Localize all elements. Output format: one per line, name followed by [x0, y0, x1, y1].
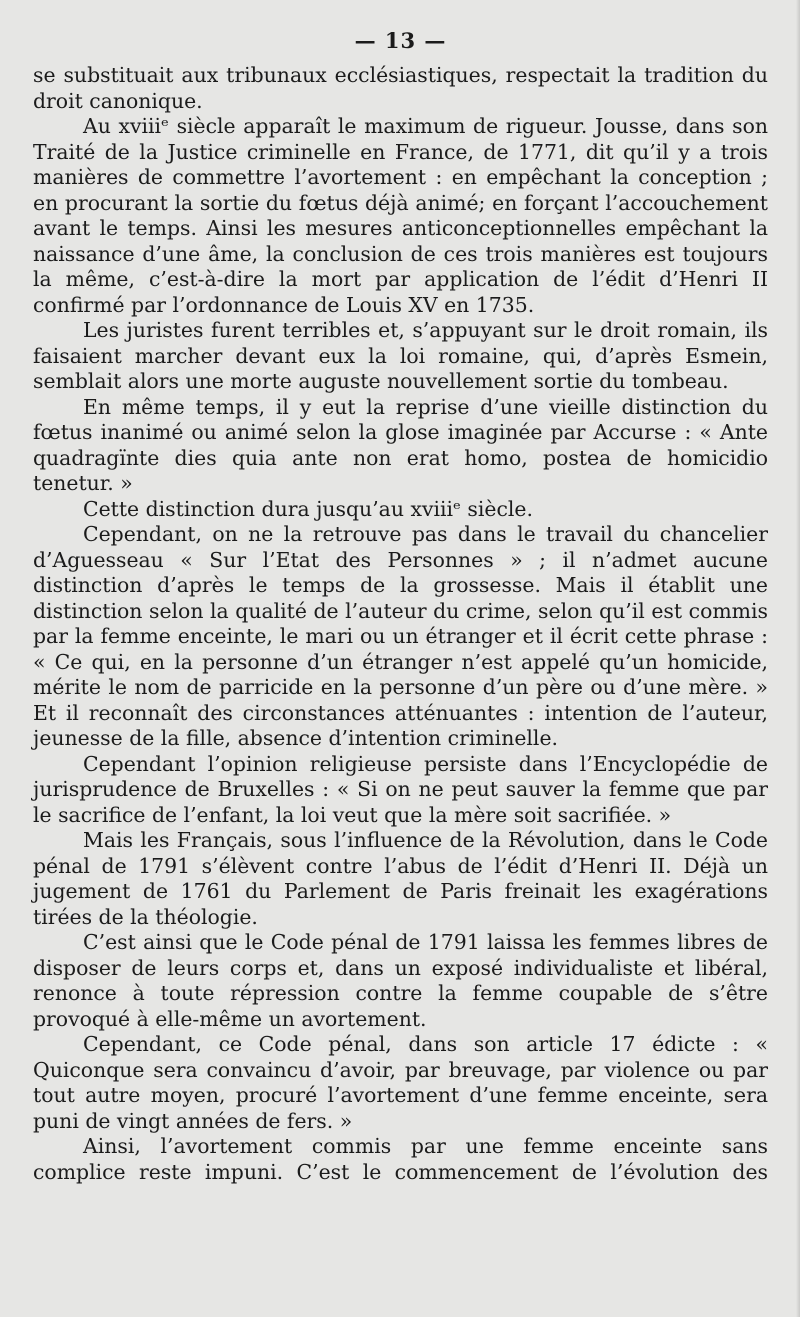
paragraph-11: Ainsi, l’avortement commis par une femme enceinte sans complice reste impuni. C’est le commencement de l’évolution des: [33, 1134, 768, 1184]
paragraph-1: se substituait aux tribunaux ecclésiastiques, respectait la tradition du droit canonique.: [33, 63, 768, 113]
paragraph-2: Au xviiiᵉ siècle apparaît le maximum de rigueur. Jousse, dans son Traité de la Justice criminelle en France, de 1771, dit qu’il y a trois manières de commettre l’avortement : en empêchant la conception ; en procurant la sortie du fœtus déjà animé; en forçant l’accouchement avant le temps. Ainsi les mesures anticonceptionnelles empêchant la naissance d’une âme, la conclusion de ces trois manières est toujours la même, c’est-à-dire la mort par application de l’édit d’Henri II confirmé par l’ordonnance de Louis XV en 1735.: [33, 114, 768, 317]
paragraph-7: Cependant l’opinion religieuse persiste dans l’Encyclopédie de jurisprudence de Bruxelles : « Si on ne peut sauver la femme que par le sacrifice de l’enfant, la loi veut que la mère soit sacrifiée. »: [33, 751, 768, 827]
paragraph-6: Cependant, on ne la retrouve pas dans le travail du chancelier d’Aguesseau « Sur l’Etat des Personnes » ; il n’admet aucune distinction d’après le temps de la grossesse. Mais il établit une distinction selon la qualité de l’auteur du crime, selon qu’il est commis par la femme enceinte, le mari ou un étranger et il écrit cette phrase : « Ce qui, en la personne d’un étranger n’est appelé qu’un homicide, mérite le nom de parricide en la personne d’un père ou d’une mère. » Et il reconnaît des circonstances atténuantes : intention de l’auteur, jeunesse de la fille, absence d’intention criminelle.: [33, 522, 768, 750]
paragraph-5: Cette distinction dura jusqu’au xviiiᵉ siècle.: [83, 496, 533, 521]
page-edge-shadow: [796, 0, 800, 1317]
paragraph-9: C’est ainsi que le Code pénal de 1791 laissa les femmes libres de disposer de leurs corps et, dans un exposé individualiste et libéral, renonce à toute répression contre la femme coupable de s’être provoqué à elle-même un avortement.: [33, 930, 768, 1031]
body-text: [33, 63, 768, 1185]
page-number: — 13 —: [354, 28, 447, 53]
paragraph-8: Mais les Français, sous l’influence de la Révolution, dans le Code pénal de 1791 s’élèvent contre l’abus de l’édit d’Henri II. Déjà un jugement de 1761 du Parlement de Paris freinait les exagérations tirées de la théologie.: [33, 828, 768, 929]
paragraph-4: En même temps, il y eut la reprise d’une vieille distinction du fœtus inanimé ou animé selon la glose imaginée par Accurse : « Ante quadragïnte dies quia ante non erat homo, postea de homicidio tenetur. »: [33, 394, 768, 495]
paragraph-10: Cependant, ce Code pénal, dans son article 17 édicte : « Quiconque sera convaincu d’avoir, par breuvage, par violence ou par tout autre moyen, procuré l’avortement d’une femme enceinte, sera puni de vingt années de fers. »: [33, 1032, 768, 1133]
paragraph-3: Les juristes furent terribles et, s’appuyant sur le droit romain, ils faisaient marcher devant eux la loi romaine, qui, d’après Esmein, semblait alors une morte auguste nouvellement sortie du tombeau.: [33, 318, 768, 393]
